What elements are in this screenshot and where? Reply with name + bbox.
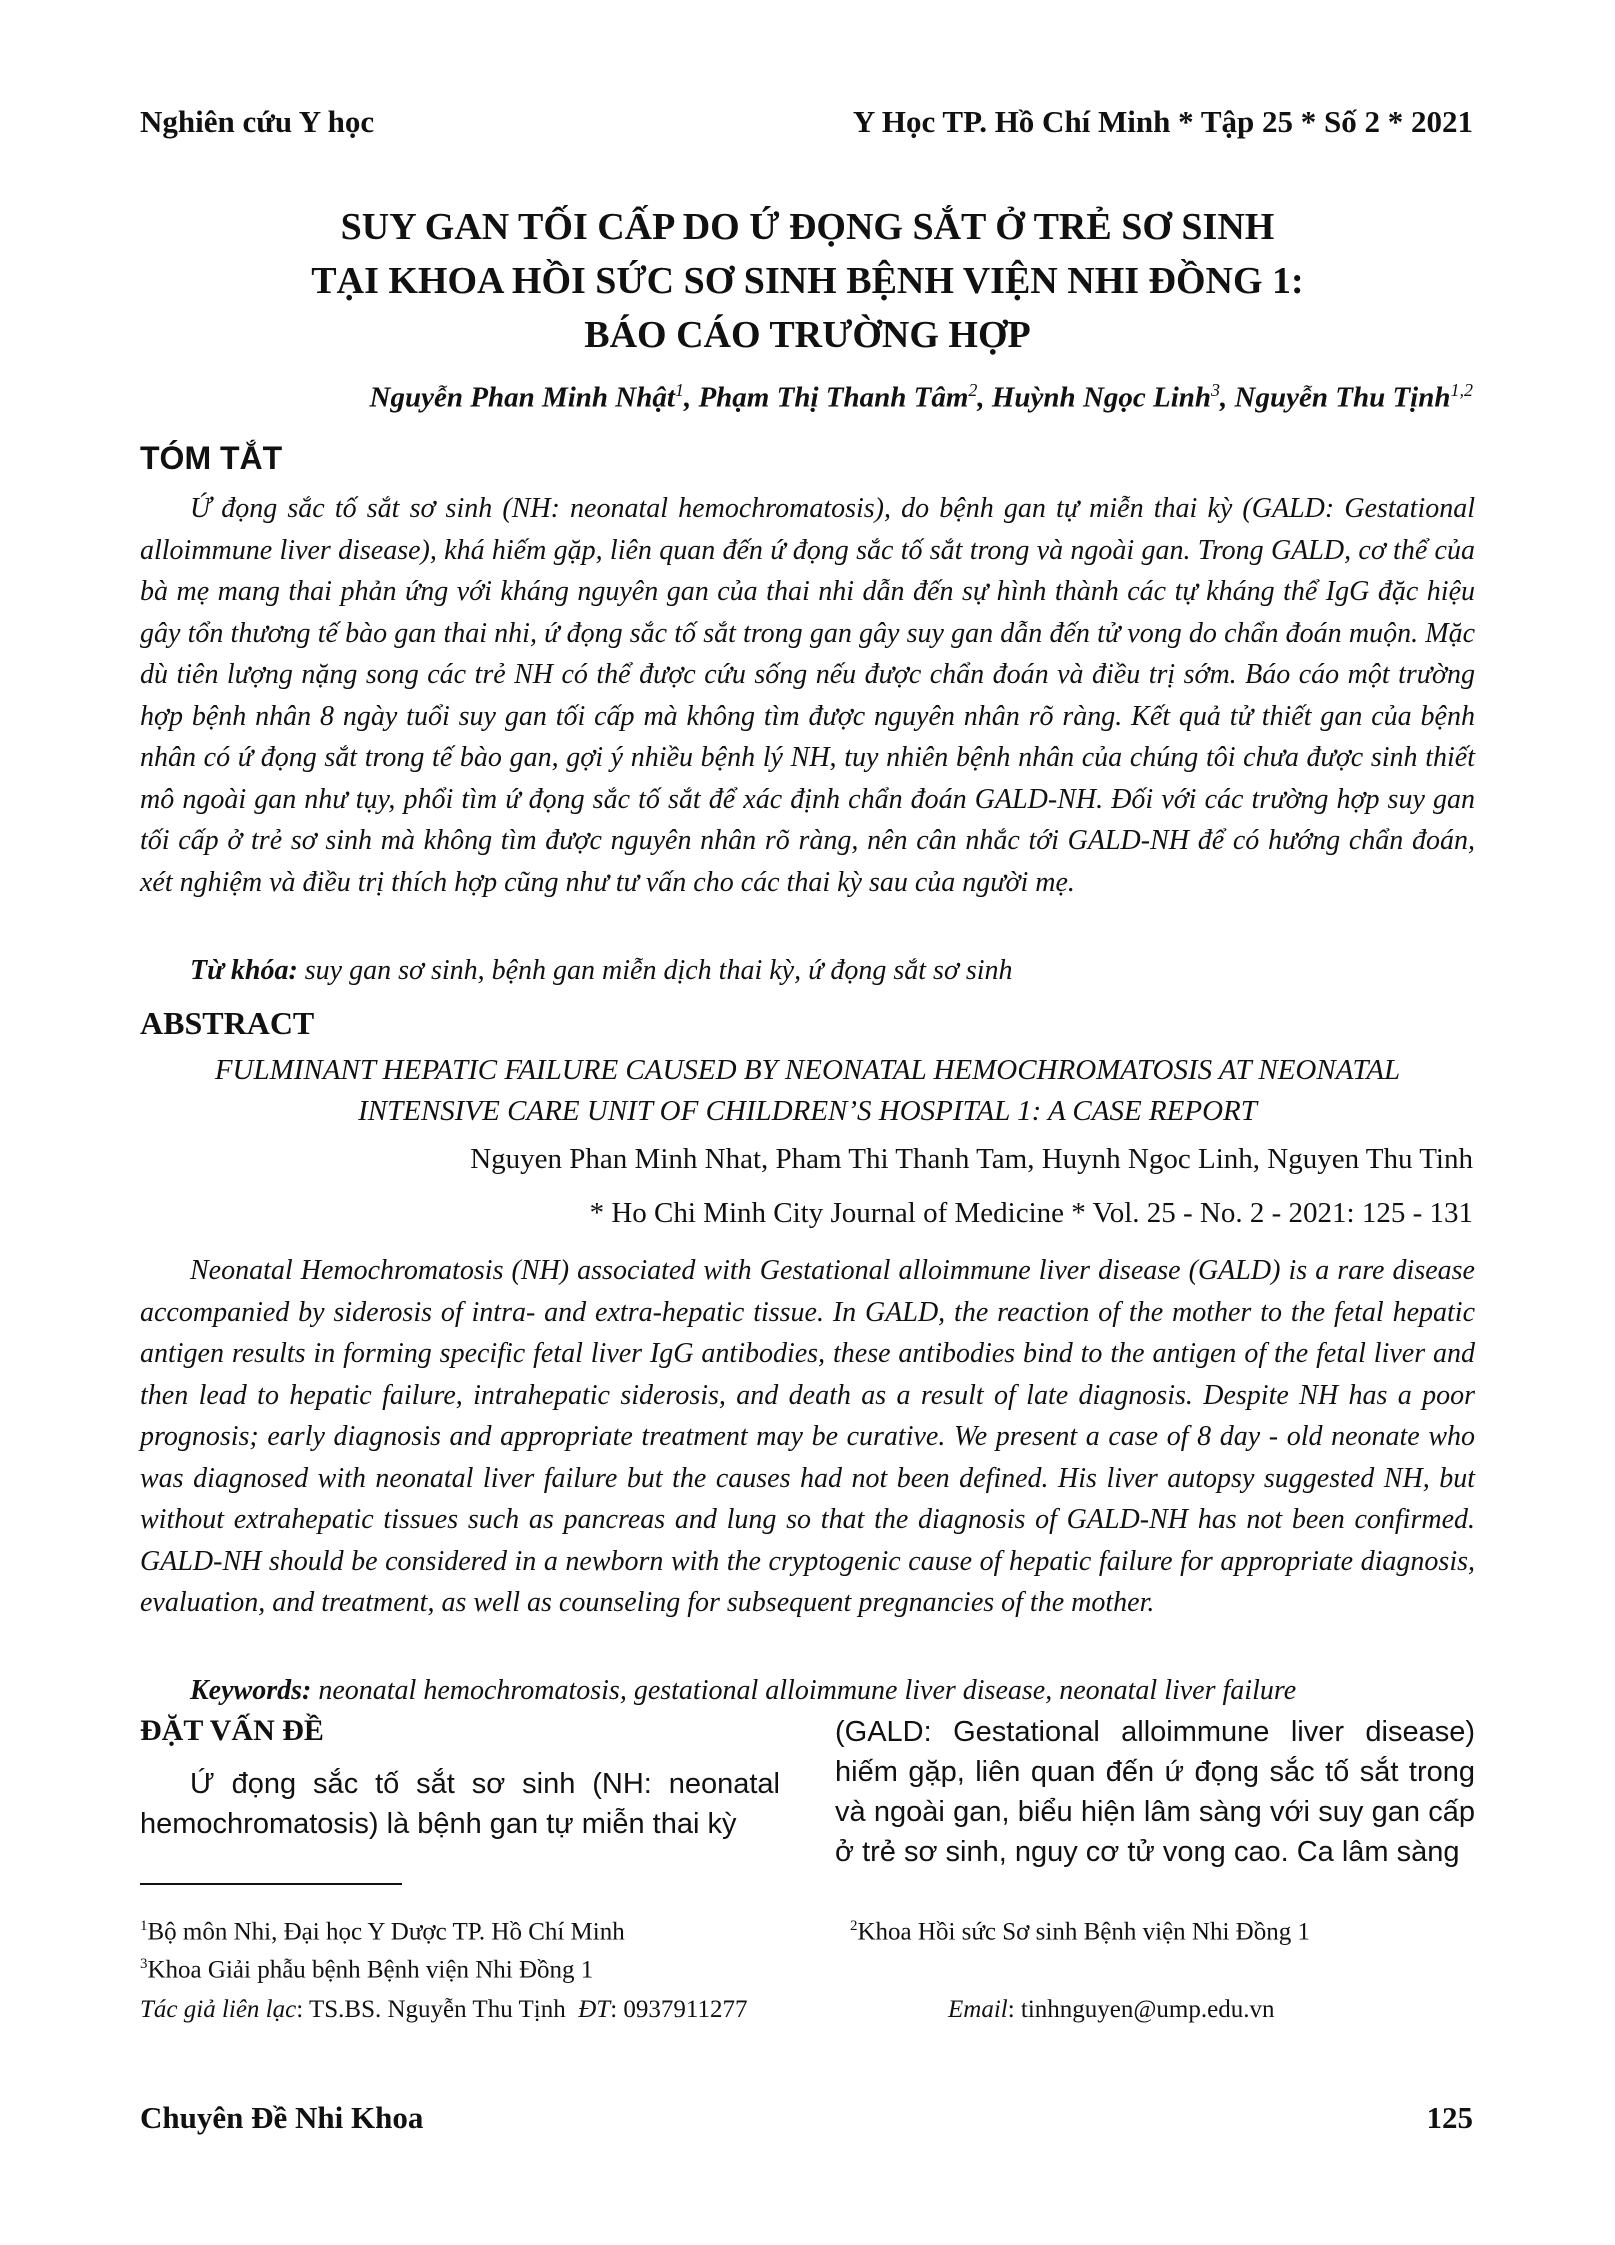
affiliation-text: Khoa Hồi sức Sơ sinh Bệnh viện Nhi Đồng 1: [857, 1918, 1310, 1946]
email-address: : tinhnguyen@ump.edu.vn: [1007, 1996, 1275, 2023]
intro-paragraph: Ứ đọng sắc tố sắt sơ sinh (NH: neonatal hemochromatosis) là bệnh gan tự miễn thai kỳ: [140, 1768, 780, 1840]
affiliation-text: Bộ môn Nhi, Đại học Y Dược TP. Hồ Chí Minh: [147, 1918, 625, 1946]
affiliation-marker: 1: [674, 380, 684, 400]
footnote-email: [948, 1996, 1274, 2024]
affiliation-marker: 2: [850, 1918, 858, 1934]
citation: * Ho Chi Minh City Journal of Medicine * Vol. 25 - No. 2 - 2021: 125 - 131: [589, 1197, 1473, 1229]
abstract-en-text: Neonatal Hemochromatosis (NH) associated with Gestational alloimmune liver disease (GALD) is a rare disease accompanied by siderosis of intra- and extra-hepatic tissue. In GALD, the reaction of the mother to the fetal hepatic antigen results in forming specific fetal liver IgG antibodies, these antibodies bind to the antigen of the fetal liver and then lead to hepatic failure, intrahepatic siderosis, and death as a result of late diagnosis. Despite NH has a poor prognosis; early diagnosis and appropriate treatment may be curative. We present a case of 8 day - old neonate who was diagnosed with neonatal liver failure but the causes had not been defined. His liver autopsy suggested NH, but without extrahepatic tissues such as pancreas and lung so that the diagnosis of GALD-NH has not been confirmed. GALD-NH should be considered in a newborn with the cryptogenic cause of hepatic failure for appropriate diagnosis, evaluation, and treatment, as well as counseling for subsequent pregnancies of the mother.: [140, 1255, 1475, 1618]
affiliation-marker: 1,2: [1450, 380, 1473, 400]
keywords-value: neonatal hemochromatosis, gestational alloimmune liver disease, neonatal liver failure: [318, 1675, 1297, 1706]
article-title: [140, 200, 1475, 362]
intro-left-column: [140, 1760, 780, 1844]
english-title: [140, 1050, 1475, 1132]
title-line-2: TẠI KHOA HỒI SỨC SƠ SINH BỆNH VIỆN NHI ĐỒNG 1:: [311, 260, 1304, 302]
contact-label: Tác giả liên lạc: [140, 1996, 297, 2023]
footer-section-title: Chuyên Đề Nhi Khoa: [140, 2100, 424, 2135]
english-author-list: Nguyen Phan Minh Nhat, Pham Thi Thanh Tam, Huynh Ngoc Linh, Nguyen Thu Tinh: [470, 1143, 1473, 1175]
english-title-line-1: FULMINANT HEPATIC FAILURE CAUSED BY NEONATAL HEMOCHROMATOSIS AT NEONATAL: [214, 1054, 1401, 1086]
keywords-label: Từ khóa:: [190, 955, 298, 986]
phone-label: ĐT: [578, 1996, 611, 2023]
author-name: Nguyễn Phan Minh Nhật: [369, 381, 675, 414]
keywords-label: Keywords:: [190, 1675, 312, 1706]
affiliation-marker: 1: [140, 1918, 148, 1934]
footnote-divider: [140, 1883, 402, 1885]
footnote-affiliation-2: [850, 1918, 1310, 1946]
summary-heading: TÓM TẮT: [140, 440, 283, 476]
footnote-affiliation-3: [140, 1956, 593, 1984]
intro-heading: ĐẶT VẤN ĐỀ: [140, 1714, 324, 1747]
author-name: Huỳnh Ngọc Linh: [991, 381, 1212, 414]
contact-name: : TS.BS. Nguyễn Thu Tịnh: [296, 1996, 566, 2023]
email-label: Email: [948, 1996, 1008, 2023]
author-name: Phạm Thị Thanh Tâm: [698, 381, 969, 414]
affiliation-marker: 2: [968, 380, 978, 400]
running-header-right: Y Học TP. Hồ Chí Minh * Tập 25 * Số 2 * 2021: [852, 104, 1473, 139]
keywords-vn: [190, 955, 1013, 987]
keywords-en: [190, 1675, 1296, 1707]
summary-vn-text: Ứ đọng sắc tố sắt sơ sinh (NH: neonatal hemochromatosis), do bệnh gan tự miễn thai kỳ (GALD: Gestational alloimmune liver disease), khá hiếm gặp, liên quan đến ứ đọng sắc tố sắt trong và ngoài gan. Trong GALD, cơ thể của bà mẹ mang thai phản ứng với kháng nguyên gan của thai nhi dẫn đến sự hình thành các tự kháng thể IgG đặc hiệu gây tổn thương tế bào gan thai nhi, ứ đọng sắc tố sắt trong gan gây suy gan dẫn đến tử vong do chẩn đoán muộn. Mặc dù tiên lượng nặng song các trẻ NH có thể được cứu sống nếu được chẩn đoán và điều trị sớm. Báo cáo một trường hợp bệnh nhân 8 ngày tuổi suy gan tối cấp mà không tìm được nguyên nhân rõ ràng. Kết quả tử thiết gan của bệnh nhân có ứ đọng sắt trong tế bào gan, gợi ý nhiều bệnh lý NH, tuy nhiên bệnh nhân của chúng tôi chưa được sinh thiết mô ngoài gan như tụy, phổi tìm ứ đọng sắc tố sắt để xác định chẩn đoán GALD-NH. Đối với các trường hợp suy gan tối cấp ở trẻ sơ sinh mà không tìm được nguyên nhân rõ ràng, nên cân nhắc tới GALD-NH để có hướng chẩn đoán, xét nghiệm và điều trị thích hợp cũng như tư vấn cho các thai kỳ sau của người mẹ.: [140, 493, 1475, 898]
intro-paragraph-continued: (GALD: Gestational alloimmune liver disease) hiếm gặp, liên quan đến ứ đọng sắc tố sắt trong và ngoài gan, biểu hiện lâm sàng với suy gan cấp ở trẻ sơ sinh, nguy cơ tử vong cao. Ca lâm sàng: [835, 1716, 1475, 1868]
author-name: Nguyễn Thu Tịnh: [1234, 381, 1451, 414]
keywords-value: suy gan sơ sinh, bệnh gan miễn dịch thai kỳ, ứ đọng sắt sơ sinh: [304, 955, 1013, 986]
page-number: 125: [1426, 2100, 1473, 2135]
running-header-left: Nghiên cứu Y học: [140, 104, 375, 139]
footnote-affiliation-1: [140, 1918, 625, 1946]
title-line-1: SUY GAN TỐI CẤP DO Ứ ĐỌNG SẮT Ở TRẺ SƠ SINH: [340, 206, 1275, 248]
affiliation-marker: 3: [140, 1956, 148, 1972]
footnote-contact: [140, 1996, 747, 2024]
phone-number: : 0937911277: [610, 1996, 748, 2023]
affiliation-marker: 3: [1211, 380, 1221, 400]
english-title-line-2: INTENSIVE CARE UNIT OF CHILDREN’S HOSPITAL 1: A CASE REPORT: [358, 1095, 1257, 1127]
abstract-heading: ABSTRACT: [140, 1005, 315, 1041]
title-line-3: BÁO CÁO TRƯỜNG HỢP: [584, 314, 1031, 356]
affiliation-text: Khoa Giải phẫu bệnh Bệnh viện Nhi Đồng 1: [147, 1956, 594, 1984]
intro-right-column: [835, 1712, 1475, 1872]
author-list: Nguyễn Phan Minh Nhật$^1$, Phạm Thị Thanh Tâm$^2$, Huỳnh Ngọc Linh$^3$, Nguyễn Thu Tịnh$^{1,2}$: [369, 380, 1473, 414]
